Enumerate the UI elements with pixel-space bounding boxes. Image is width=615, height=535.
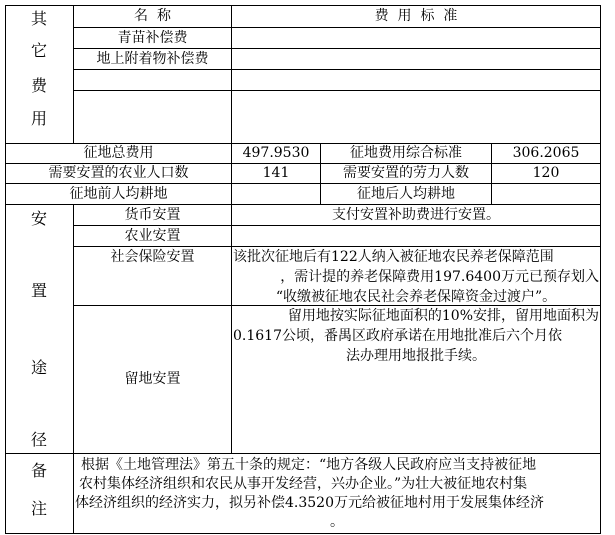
standard-value: 306.2065 [512, 145, 580, 161]
remarks-text [75, 456, 599, 532]
social-insurance-text [233, 247, 599, 307]
farmland-before-value [232, 184, 320, 204]
labor-value: 120 [532, 165, 560, 181]
table-border-left [5, 5, 6, 534]
table-border-bottom [5, 533, 601, 534]
farmland-after-label: 征地后人均耕地 [357, 185, 455, 202]
section-char: 其 [30, 9, 47, 28]
standard-label: 征地费用综合标准 [350, 145, 462, 161]
fee-item-standard [232, 49, 600, 69]
section-char: 途 [30, 358, 47, 377]
section-char: 用 [30, 109, 47, 128]
text-line: 法办理用地报批手续。 [346, 348, 486, 364]
column-header-name: 名 称 [134, 8, 171, 24]
section-char: 注 [30, 499, 47, 518]
text-line: 农村集体经济组织和农民从事开发经营，兴办企业。”为壮大被征地农村集 [79, 476, 528, 492]
reserved-land-label: 留地安置 [124, 371, 181, 387]
ag-population-value: 141 [262, 165, 290, 181]
section-char: 径 [30, 430, 47, 449]
section-char: 费 [30, 76, 47, 95]
fee-item-name: 地上附着物补偿费 [96, 50, 209, 67]
social-insurance-label: 社会保险安置 [110, 248, 195, 265]
farmland-before-label: 征地前人均耕地 [69, 185, 168, 202]
text-line: 留用地按实际征地面积的10%安排，留用地面积为 [287, 308, 599, 324]
other-fees-section-label [10, 6, 68, 139]
currency-resettlement-label: 货币安置 [124, 206, 181, 223]
reserved-land-text [233, 306, 599, 366]
fee-item-name [74, 91, 231, 143]
total-fee-label: 征地总费用 [83, 145, 154, 161]
agricultural-resettlement-text [232, 226, 600, 246]
fee-item-standard [232, 70, 600, 90]
fee-item-standard [232, 28, 600, 48]
remarks-section-label [10, 458, 68, 516]
grid-line [5, 453, 601, 454]
text-line: “收缴被征地农民社会养老保障资金过渡户”。 [275, 289, 557, 305]
fee-item-name: 青苗补偿费 [117, 29, 188, 46]
text-line: 。 [330, 514, 344, 530]
resettlement-section-label [10, 206, 68, 447]
ag-population-label: 需要安置的农业人口数 [48, 165, 189, 181]
text-line: ，需计提的养老保障费用197.6400万元已预存划入 [280, 269, 599, 285]
section-char: 安 [30, 209, 47, 228]
text-line: 0.1617公顷，番禺区政府承诺在用地批准后六个月依 [233, 328, 562, 344]
table-border-right [600, 5, 601, 534]
currency-resettlement-text: 支付安置补助费进行安置。 [332, 206, 500, 223]
text-line: 该批次征地后有122人纳入被征地农民养老保障范围 [233, 249, 554, 265]
section-char: 备 [30, 461, 47, 480]
text-line: 体经济组织的经济实力，拟另补偿4.3520万元给被征地村用于发展集体经济 [75, 495, 544, 511]
text-line: 根据《土地管理法》第五十条的规定：“地方各级人民政府应当支持被征地 [81, 457, 537, 473]
agricultural-resettlement-label: 农业安置 [124, 227, 181, 244]
grid-line [73, 453, 74, 534]
section-char: 置 [30, 281, 47, 300]
farmland-after-value [492, 184, 600, 204]
labor-label: 需要安置的劳力人数 [343, 165, 469, 181]
fee-item-name [74, 70, 231, 90]
fee-item-standard [232, 91, 600, 143]
total-fee-value: 497.9530 [242, 145, 310, 161]
column-header-standard: 费 用 标 准 [374, 8, 458, 24]
section-char: 它 [30, 41, 47, 60]
